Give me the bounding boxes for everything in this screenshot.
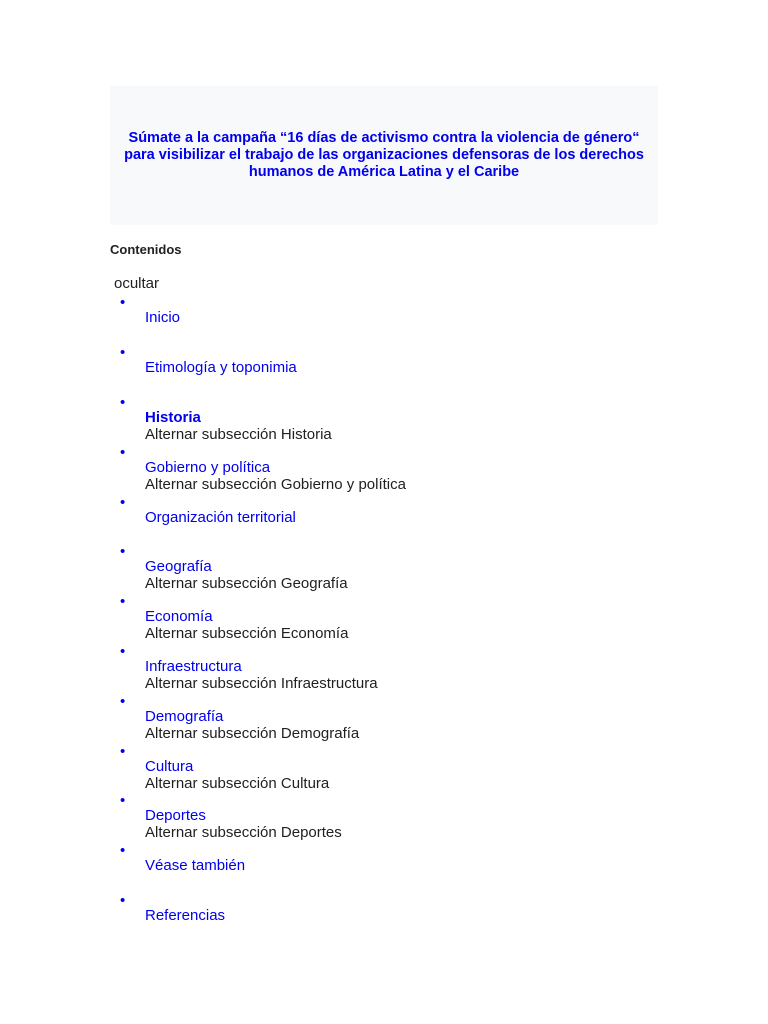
toc-toggle-infraestructura[interactable]: Alternar subsección Infraestructura [145, 675, 378, 692]
list-bullet: • [120, 494, 126, 511]
toc-item-referencias [0, 892, 600, 952]
list-bullet: • [120, 344, 126, 361]
toc-link-organizacion[interactable]: Organización territorial [145, 509, 296, 526]
toc-link-historia[interactable]: Historia [145, 409, 201, 426]
toc-link-inicio[interactable]: Inicio [145, 309, 181, 326]
toc-item-inicio [0, 294, 600, 354]
toc-toggle-demografia[interactable]: Alternar subsección Demografía [145, 725, 360, 742]
list-bullet: • [120, 444, 126, 461]
toc-toggle-economia[interactable]: Alternar subsección Economía [145, 625, 349, 642]
list-bullet: • [120, 643, 126, 660]
list-bullet: • [120, 892, 126, 909]
toc-link-deportes[interactable]: Deportes [145, 807, 206, 824]
toc-item-geografia [0, 543, 600, 603]
toc-hide-button[interactable]: ocultar [114, 275, 160, 292]
list-bullet: • [120, 294, 126, 311]
toc-link-cultura[interactable]: Cultura [145, 758, 194, 775]
toc-item-economia [0, 593, 600, 653]
toc-item-historia [0, 394, 600, 454]
toc-toggle-geografia[interactable]: Alternar subsección Geografía [145, 575, 348, 592]
list-bullet: • [120, 842, 126, 859]
toc-link-economia[interactable]: Economía [145, 608, 213, 625]
list-bullet: • [120, 792, 126, 809]
toc-link-referencias[interactable]: Referencias [145, 907, 226, 924]
toc-link-geografia[interactable]: Geografía [145, 558, 212, 575]
toc-toggle-cultura[interactable]: Alternar subsección Cultura [145, 775, 330, 792]
campaign-banner [110, 86, 658, 225]
list-bullet: • [120, 543, 126, 560]
campaign-banner-link[interactable]: Súmate a la campaña “16 días de activismo contra la violencia de género“ para visibilizar el trabajo de las organizaciones defensoras de los derechos humanos de América Latina y el Caribe [124, 130, 644, 180]
toc-heading: Contenidos [110, 242, 182, 257]
list-bullet: • [120, 394, 126, 411]
list-bullet: • [120, 743, 126, 760]
toc-link-demografia[interactable]: Demografía [145, 708, 224, 725]
toc-item-cultura [0, 743, 600, 803]
toc-toggle-deportes[interactable]: Alternar subsección Deportes [145, 824, 342, 841]
toc-item-organizacion [0, 494, 600, 554]
toc-toggle-gobierno[interactable]: Alternar subsección Gobierno y política [145, 476, 406, 493]
toc-item-etimologia [0, 344, 600, 404]
toc-item-infraestructura [0, 643, 600, 703]
toc-item-demografia [0, 693, 600, 753]
toc-item-gobierno [0, 444, 600, 504]
toc-toggle-historia[interactable]: Alternar subsección Historia [145, 426, 332, 443]
toc-item-deportes [0, 792, 600, 852]
toc-link-gobierno[interactable]: Gobierno y política [145, 459, 271, 476]
toc-link-etimologia[interactable]: Etimología y toponimia [145, 359, 297, 376]
toc-link-vease[interactable]: Véase también [145, 857, 246, 874]
list-bullet: • [120, 693, 126, 710]
toc-link-infraestructura[interactable]: Infraestructura [145, 658, 242, 675]
toc-item-vease [0, 842, 600, 902]
list-bullet: • [120, 593, 126, 610]
